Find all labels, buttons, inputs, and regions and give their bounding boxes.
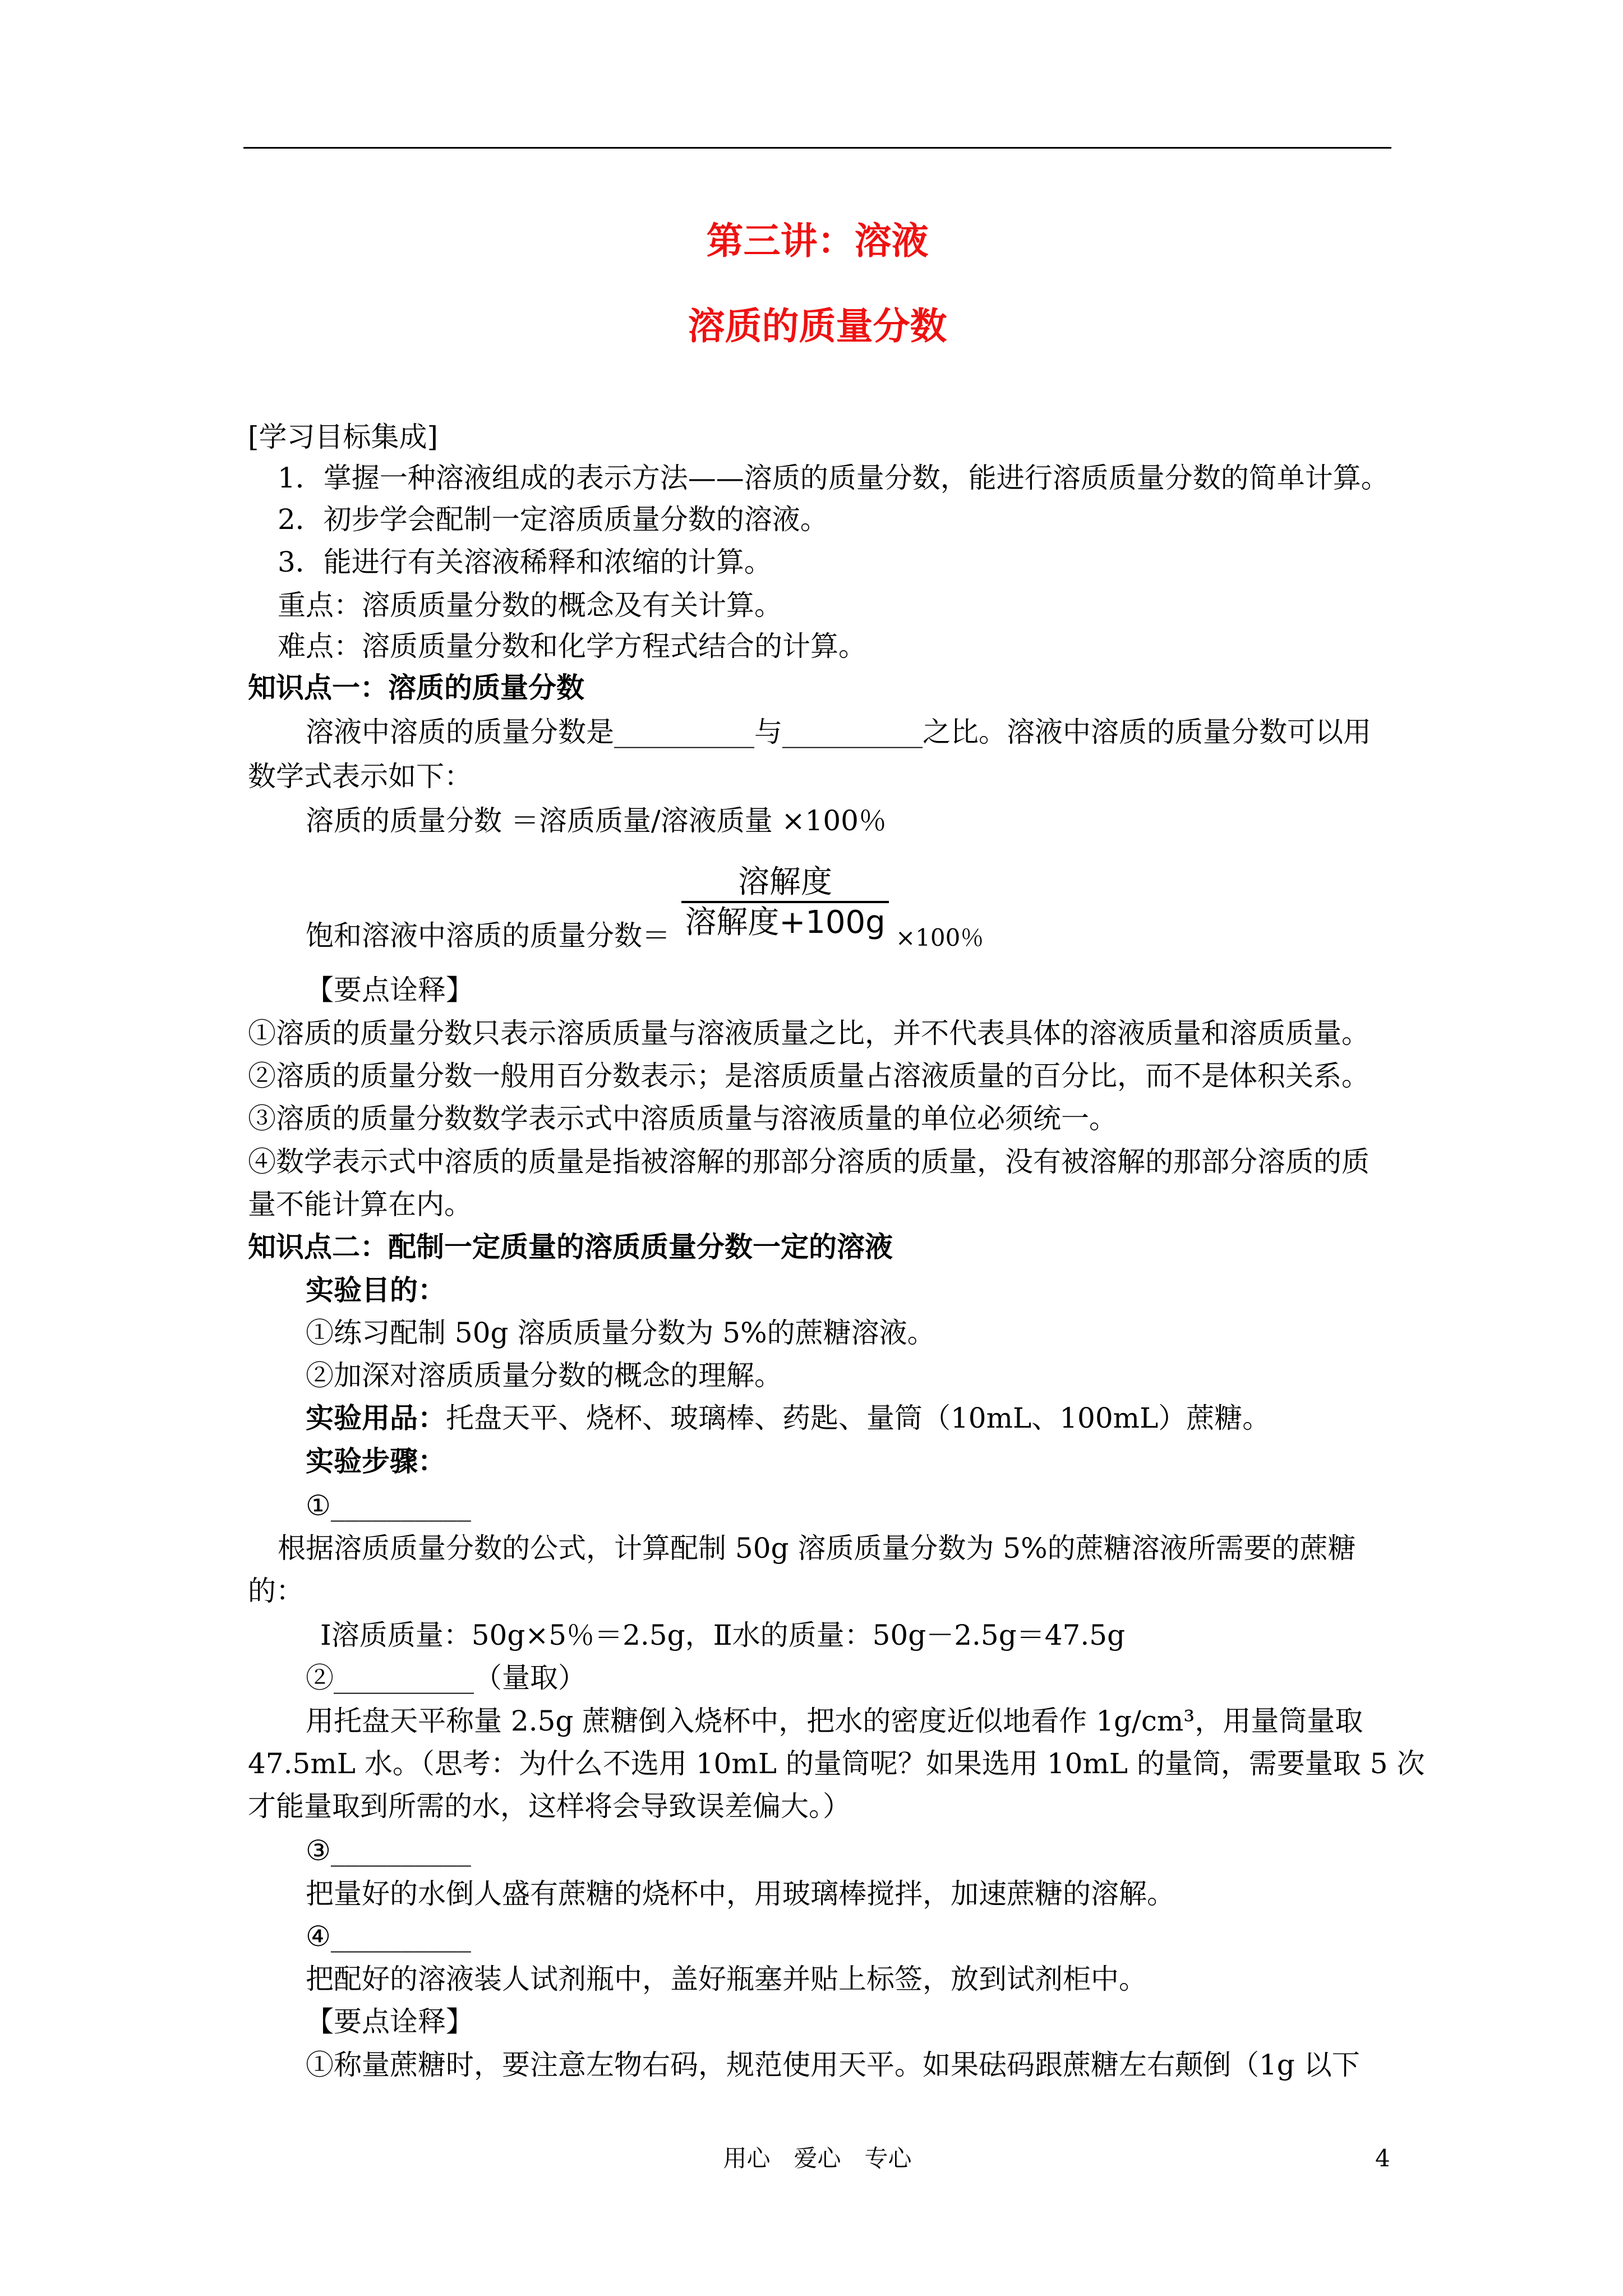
note-item: ①称量蔗糖时，要注意左物右码，规范使用天平。如果砝码跟蔗糖左右颠倒（1g 以下 (306, 2049, 1360, 2081)
step-text: 把量好的水倒人盛有蔗糖的烧杯中，用玻璃棒搅拌，加速蔗糖的溶解。 (306, 1878, 1175, 1910)
goal-item: 2．初步学会配制一定溶质质量分数的溶液。 (278, 503, 828, 536)
key-point: 重点：溶质质量分数的概念及有关计算。 (278, 589, 782, 622)
definition-line: 溶液中溶质的质量分数是__________与__________之比。溶液中溶质的质量分数可以用 (306, 716, 1371, 748)
step-blank: ②__________（量取） (306, 1662, 586, 1694)
note-item: ②溶质的质量分数一般用百分数表示；是溶质质量占溶液质量的百分比，而不是体积关系。 (248, 1060, 1370, 1092)
notes-heading: 【要点诠释】 (306, 2005, 474, 2038)
step-text: 才能量取到所需的水，这样将会导致误差偏大。） (248, 1790, 851, 1823)
saturated-formula-suffix: ×100％ (896, 924, 984, 951)
section1-heading: 知识点一：溶质的质量分数 (248, 671, 584, 704)
step-text: 的： (248, 1575, 304, 1607)
step-blank: ①__________ (306, 1489, 471, 1522)
purpose-item: ②加深对溶质质量分数的概念的理解。 (306, 1359, 782, 1392)
step-blank: ③__________ (306, 1834, 471, 1867)
goal-item: 1．掌握一种溶液组成的表示方法——溶质的质量分数，能进行溶质质量分数的简单计算。 (278, 462, 1389, 494)
steps-label: 实验步骤： (306, 1444, 446, 1478)
materials-line (306, 1397, 1270, 1439)
materials-text: 托盘天平、烧杯、玻璃棒、药匙、量筒（10mL、100mL）蔗糖。 (446, 1402, 1271, 1434)
goals-heading: [学习目标集成] (248, 421, 439, 453)
header-rule (243, 147, 1391, 149)
note-item: 量不能计算在内。 (248, 1188, 472, 1221)
fraction-numerator: 溶解度 (681, 864, 889, 903)
purpose-item: ①练习配制 50g 溶质质量分数为 5%的蔗糖溶液。 (306, 1317, 935, 1349)
purpose-label: 实验目的： (306, 1273, 446, 1306)
notes-heading: 【要点诠释】 (306, 974, 474, 1006)
saturated-formula-fraction (681, 864, 889, 942)
section2-heading: 知识点二：配制一定质量的溶质质量分数一定的溶液 (248, 1230, 893, 1263)
note-item: ④数学表示式中溶质的质量是指被溶解的那部分溶质的质量，没有被溶解的那部分溶质的质 (248, 1145, 1370, 1178)
step-text: 用托盘天平称量 2.5g 蔗糖倒入烧杯中，把水的密度近似地看作 1g/cm³，用量筒量取 (306, 1705, 1363, 1737)
step-calculation: Ⅰ溶质质量：50g×5％＝2.5g，Ⅱ水的质量：50g－2.5g＝47.5g (320, 1619, 1126, 1651)
step-text: 把配好的溶液装人试剂瓶中，盖好瓶塞并贴上标签，放到试剂柜中。 (306, 1963, 1147, 1995)
saturated-formula-label: 饱和溶液中溶质的质量分数＝ (306, 919, 670, 952)
goal-item: 3．能进行有关溶液稀释和浓缩的计算。 (278, 546, 772, 578)
fraction-denominator: 溶解度+100g (685, 904, 886, 941)
footer-motto: 用心 爱心 专心 (723, 2145, 912, 2172)
difficulty-point: 难点：溶质质量分数和化学方程式结合的计算。 (278, 630, 866, 662)
note-item: ③溶质的质量分数数学表示式中溶质质量与溶液质量的单位必须统一。 (248, 1102, 1117, 1135)
mass-fraction-formula: 溶质的质量分数 ＝溶质质量/溶液质量 ×100％ (306, 804, 887, 837)
note-item: ①溶质的质量分数只表示溶质质量与溶液质量之比，并不代表具体的溶液质量和溶质质量。 (248, 1017, 1370, 1050)
page-title: 第三讲：溶液 (706, 219, 929, 263)
definition-line: 数学式表示如下： (248, 760, 472, 793)
materials-label: 实验用品： (306, 1401, 446, 1434)
page-subtitle: 溶质的质量分数 (688, 304, 947, 348)
step-text: 47.5mL 水。（思考：为什么不选用 10mL 的量筒呢？如果选用 10mL 的量筒，需要量取 5 次 (248, 1747, 1425, 1780)
page-number: 4 (1375, 2145, 1390, 2172)
step-text: 根据溶质质量分数的公式，计算配制 50g 溶质质量分数为 5%的蔗糖溶液所需要的蔗糖 (278, 1532, 1356, 1565)
step-blank: ④__________ (306, 1920, 471, 1953)
